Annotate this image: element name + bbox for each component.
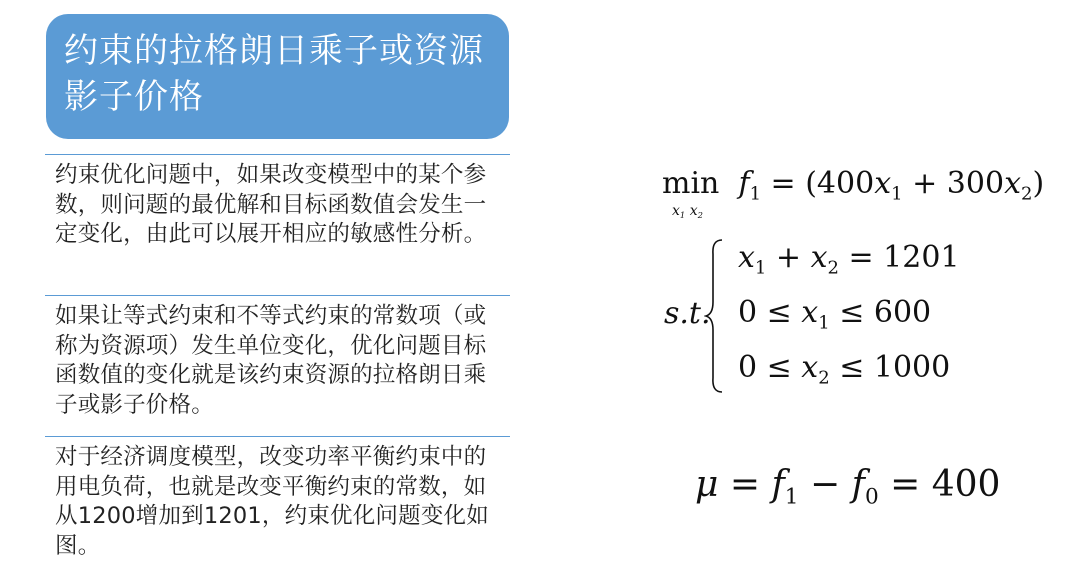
min-operator: min xyxy=(662,166,720,201)
subject-to-label: s.t. xyxy=(664,296,711,331)
slide-title: 约束的拉格朗日乘子或资源影子价格 xyxy=(46,14,509,139)
constraint-x2-bounds: $0 \le x_2 \le 1000$ xyxy=(738,350,951,389)
constraint-balance: $x_1 + x_2 = 1201$ xyxy=(738,240,960,279)
constraint-x1-bounds: $0 \le x_1 \le 600$ xyxy=(738,295,932,334)
objective-eq: = (400 xyxy=(761,166,875,201)
shadow-price-formula: $\mu = f_1 - f_0 = 400$ xyxy=(695,464,1001,510)
objective-x2: x xyxy=(1004,166,1021,201)
paragraph-2: 如果让等式约束和不等式约束的常数项（或称为资源项）发生单位变化，优化问题目标函数值的变化就是该约束资源的拉格朗日乘子或影子价格。 xyxy=(45,295,510,436)
objective-x1: x xyxy=(874,166,892,201)
objective-function xyxy=(662,166,1045,205)
objective-x2-index: 2 xyxy=(1020,183,1033,205)
paragraph-3: 对于经济调度模型，改变功率平衡约束中的用电负荷，也就是改变平衡约束的常数，如从1200增加到1201，约束优化问题变化如图。 xyxy=(45,436,510,586)
left-brace-icon xyxy=(704,236,726,396)
objective-f: f xyxy=(738,166,750,201)
objective-f-index: 1 xyxy=(749,183,762,205)
objective-plus: + 300 xyxy=(902,166,1005,201)
objective-x1-index: 1 xyxy=(891,183,903,205)
min-subscript: $x_1$ $x_2$ xyxy=(672,203,703,220)
objective-close: ) xyxy=(1032,166,1045,201)
paragraph-1: 约束优化问题中，如果改变模型中的某个参数，则问题的最优解和目标函数值会发生一定变化，由此可以展开相应的敏感性分析。 xyxy=(45,154,510,295)
